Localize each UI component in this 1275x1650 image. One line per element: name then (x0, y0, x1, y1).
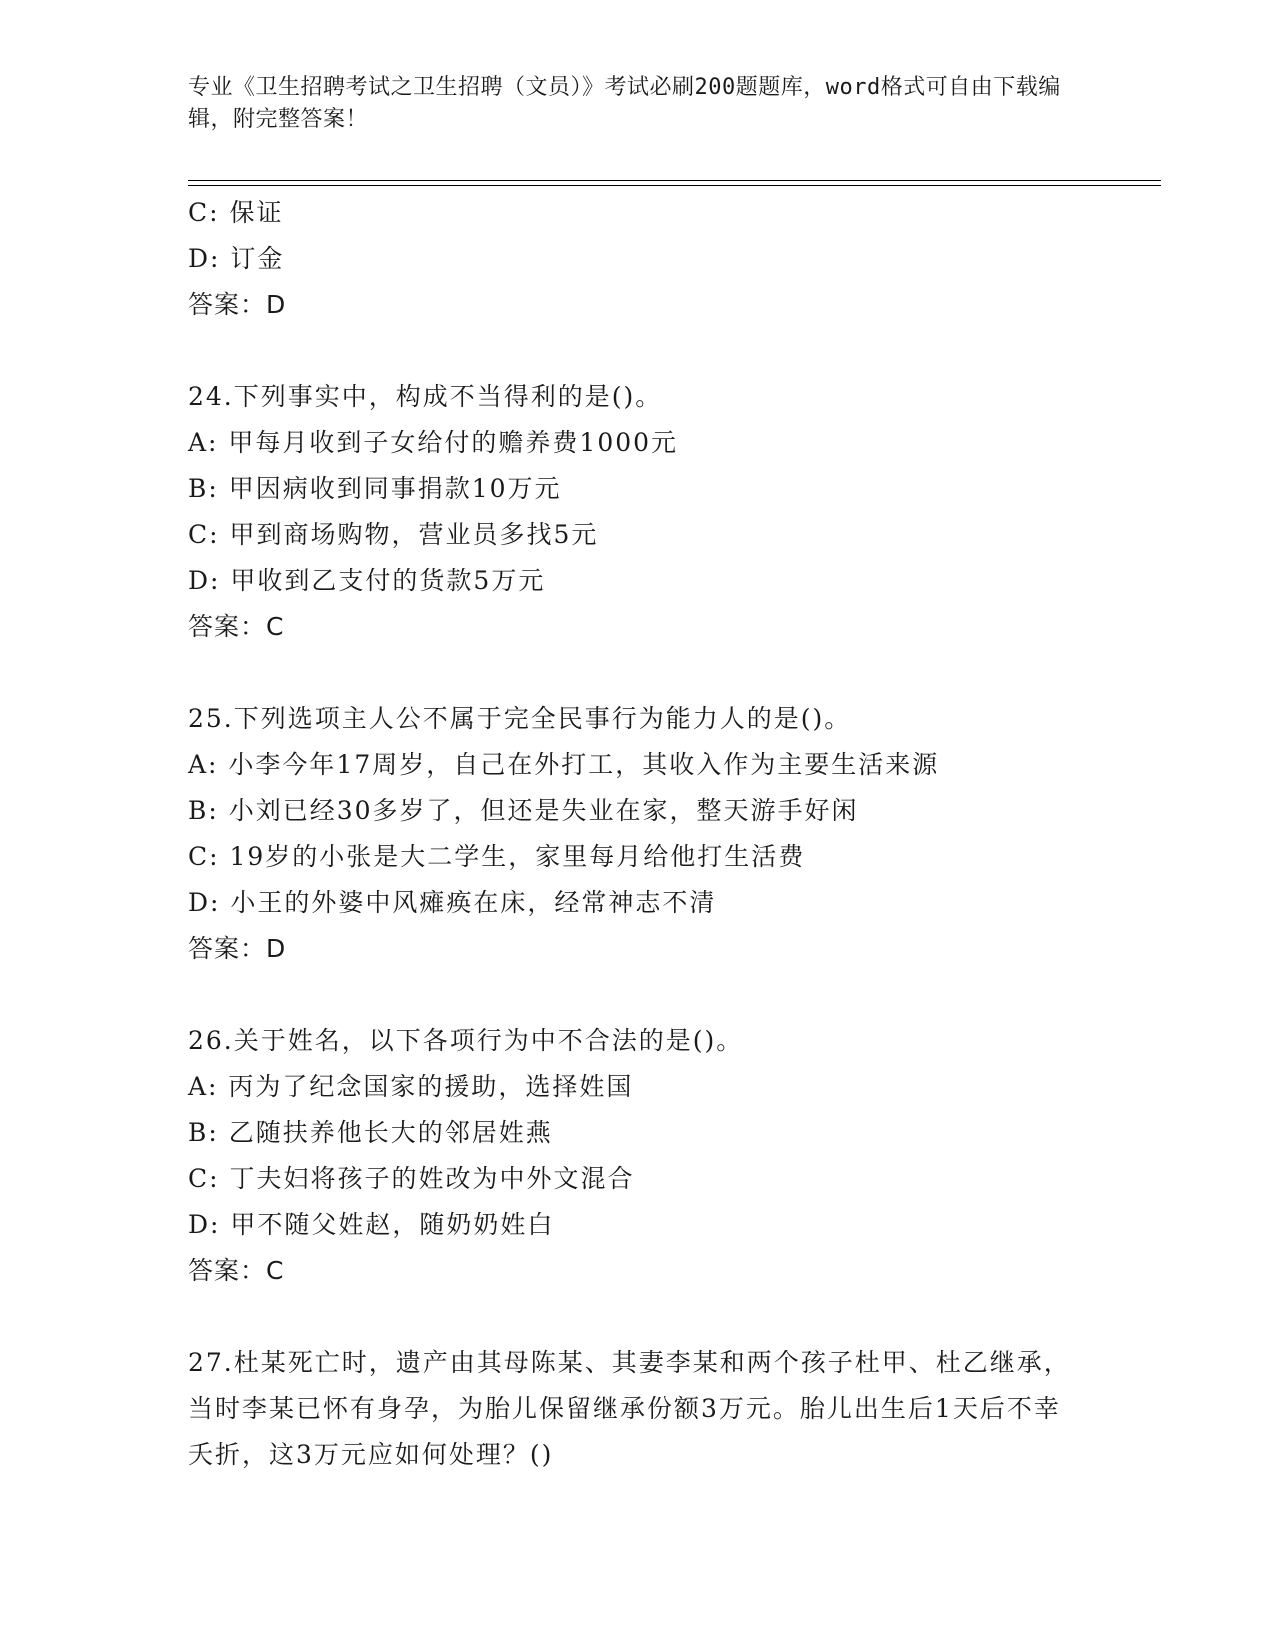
option-b: B: 甲因病收到同事捐款10万元 (188, 474, 562, 503)
question-stem: 25.下列选项主人公不属于完全民事行为能力人的是()。 (188, 704, 852, 733)
option-c: C: 19岁的小张是大二学生，家里每月给他打生活费 (188, 842, 806, 871)
question-list (188, 190, 1088, 1478)
option-d: D: 小王的外婆中风瘫痪在床，经常神志不清 (188, 888, 717, 917)
question-27 (188, 1340, 1088, 1478)
option-c: C: 甲到商场购物，营业员多找5元 (188, 520, 599, 549)
header-rule-top (188, 180, 1161, 181)
answer-line: 答案：D (188, 290, 287, 319)
option-b: B: 小刘已经30多岁了，但还是失业在家，整天游手好闲 (188, 796, 859, 825)
question-23-continued (188, 190, 1088, 328)
question-25 (188, 696, 1088, 972)
document-header (188, 72, 1068, 136)
question-stem: 24.下列事实中，构成不当得利的是()。 (188, 382, 663, 411)
question-26 (188, 1018, 1088, 1294)
option-d: D: 甲不随父姓赵，随奶奶姓白 (188, 1210, 555, 1239)
option-c: C: 保证 (188, 198, 284, 227)
answer-line: 答案：C (188, 612, 285, 641)
question-stem: 26.关于姓名，以下各项行为中不合法的是()。 (188, 1026, 744, 1055)
option-c: C: 丁夫妇将孩子的姓改为中外文混合 (188, 1164, 635, 1193)
option-a: A: 甲每月收到子女给付的赡养费1000元 (188, 428, 679, 457)
question-24 (188, 374, 1088, 650)
option-b: B: 乙随扶养他长大的邻居姓燕 (188, 1118, 553, 1147)
option-a: A: 小李今年17周岁，自己在外打工，其收入作为主要生活来源 (188, 750, 940, 779)
question-stem: 27.杜某死亡时，遗产由其母陈某、其妻李某和两个孩子杜甲、杜乙继承，当时李某已怀有身孕，为胎儿保留继承份额3万元。胎儿出生后1天后不幸夭折，这3万元应如何处理？() (188, 1348, 1071, 1469)
header-title: 专业《卫生招聘考试之卫生招聘（文员）》考试必刷200题题库，word格式可自由下载编辑，附完整答案！ (188, 75, 1061, 132)
header-rule-bottom (188, 185, 1161, 186)
option-a: A: 丙为了纪念国家的援助，选择姓国 (188, 1072, 634, 1101)
answer-line: 答案：D (188, 934, 287, 963)
option-d: D: 甲收到乙支付的货款5万元 (188, 566, 546, 595)
option-d: D: 订金 (188, 244, 285, 273)
answer-line: 答案：C (188, 1256, 285, 1285)
